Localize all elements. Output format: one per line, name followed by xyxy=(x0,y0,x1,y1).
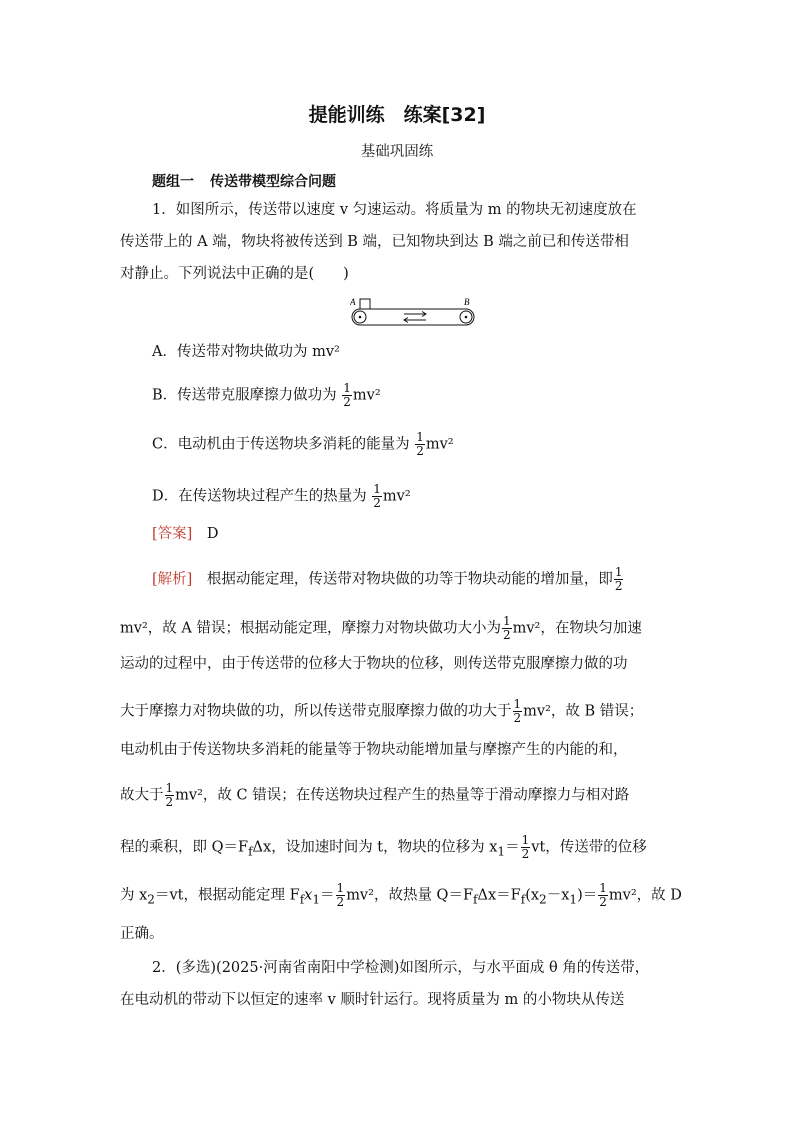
q2-line-2: 在电动机的带动下以恒定的速率 v 顺时针运行。现将质量为 m 的小物块从传送 xyxy=(120,992,625,1008)
page-title: 提能训练 练案[32] xyxy=(308,104,486,126)
answer-value: D xyxy=(206,526,219,542)
belt-outline xyxy=(352,309,474,325)
section-heading xyxy=(152,171,336,191)
analysis-line-4: 大于摩擦力对物块做的功，所以传送带克服摩擦力做的功大于 $\frac{1}{2}$ mv²，故 B 错误； xyxy=(120,697,644,725)
section-title: 传送带模型综合问题 xyxy=(210,174,336,190)
option-d: D．在传送物块过程产生的热量为 $\frac{1}{2}$ mv² xyxy=(152,482,411,510)
analysis-line-7: 程的乘积，即 $Q=F_f\Delta x$，设加速时间为 t，物块的位移为 $x_1=$ $\frac{1}{2}$ vt，传送带的位移 xyxy=(120,833,647,861)
block-rect xyxy=(360,299,370,309)
analysis-line-3: 运动的过程中，由于传送带的位移大于物块的位移，则传送带克服摩擦力做的功 xyxy=(120,656,628,672)
option-b: B．传送带克服摩擦力做功为 $\frac{1}{2}$ mv² xyxy=(152,381,381,409)
option-c: C．电动机由于传送物块多消耗的能量为 $\frac{1}{2}$ mv² xyxy=(152,430,454,458)
q1-stem-line-3: 对静止。下列说法中正确的是( ) xyxy=(120,266,349,282)
q1-stem-line-2: 传送带上的 A 端，物块将被传送到 B 端，已知物块到达 B 端之前已和传送带相 xyxy=(120,234,629,250)
analysis-line-2: mv²，故 A 错误；根据动能定理，摩擦力对物块做功大小为 $\frac{1}{2}$ mv²，在物块匀加速 xyxy=(120,614,642,642)
analysis-line-8: 为 $x_2=vt$，根据动能定理 $F_fx_1=$ $\frac{1}{2}$ mv²，故热量 $Q=F_f\Delta x=F_f(x_2-x_1)=$ $\frac{1}{2}$ mv²，故 D xyxy=(120,881,682,909)
analysis-line-9: 正确。 xyxy=(120,926,164,942)
analysis-line-6: 故大于 $\frac{1}{2}$ mv²，故 C 错误；在传送物块过程产生的热量等于滑动摩擦力与相对路 xyxy=(120,781,630,809)
conveyor-belt-figure xyxy=(350,296,482,330)
answer-line xyxy=(152,524,708,544)
q2-line-1: 2．(多选)(2025·河南省南阳中学检测)如图所示，与水平面成 θ 角的传送带， xyxy=(152,960,650,976)
analysis-line-5: 电动机由于传送物块多消耗的能量等于物块动能增加量与摩擦产生的内能的和， xyxy=(120,742,628,758)
section-subtitle: 基础巩固练 xyxy=(360,144,434,160)
q1-stem-line-1: 1．如图所示，传送带以速度 v 匀速运动。将质量为 m 的物块无初速度放在 xyxy=(152,202,637,218)
label-b: B xyxy=(464,297,470,307)
label-a: A xyxy=(350,297,356,307)
analysis-line-1: [解析] 根据动能定理，传送带对物块做的功等于物块动能的增加量，即 $\frac{1}{2}$ xyxy=(152,565,623,593)
option-a: A．传送带对物块做功为 mv² xyxy=(152,344,340,360)
answer-label: [答案] xyxy=(152,526,193,542)
section-label: 题组一 xyxy=(152,174,194,190)
